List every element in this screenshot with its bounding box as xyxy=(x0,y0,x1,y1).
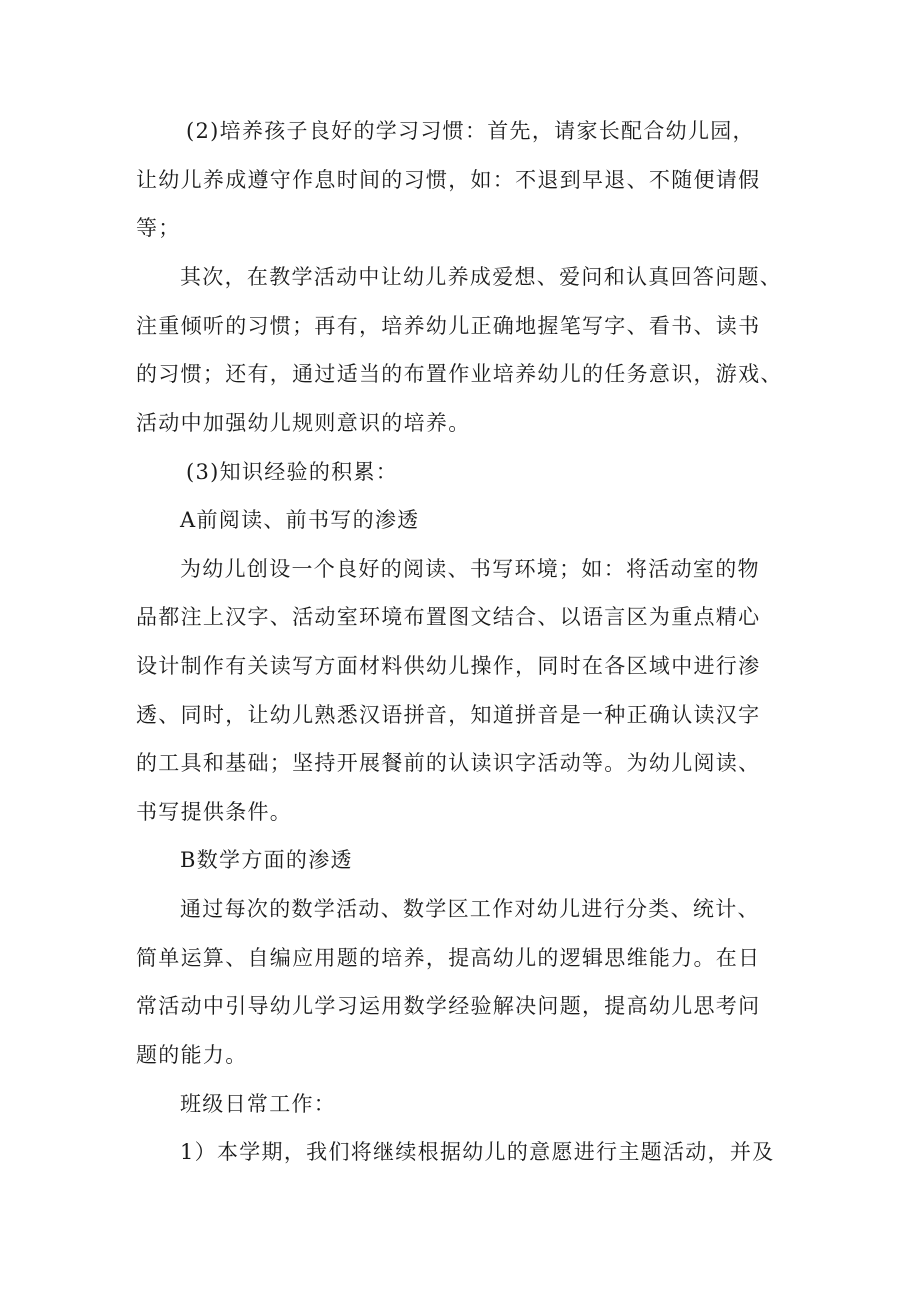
text-line: 题的能力。 xyxy=(136,1043,248,1067)
text-line: 简单运算、自编应用题的培养，提高幼儿的逻辑思维能力。在日 xyxy=(136,946,761,970)
text-line: A前阅读、前书写的渗透 xyxy=(180,508,420,532)
text-line: 透、同时，让幼儿熟悉汉语拼音，知道拼音是一种正确认读汉字 xyxy=(136,703,761,727)
text-line: 设计制作有关读写方面材料供幼儿操作，同时在各区域中进行渗 xyxy=(136,654,761,678)
text-line: 的习惯；还有，通过适当的布置作业培养幼儿的任务意识，游戏、 xyxy=(136,362,783,386)
text-line: 1）本学期，我们将继续根据幼儿的意愿进行主题活动，并及 xyxy=(180,1140,775,1164)
text-line: (2)培养孩子良好的学习习惯：首先，请家长配合幼儿园， xyxy=(186,119,755,143)
text-line: 注重倾听的习惯；再有，培养幼儿正确地握笔写字、看书、读书 xyxy=(136,314,761,338)
text-line: 书写提供条件。 xyxy=(136,800,293,824)
text-line: 让幼儿养成遵守作息时间的习惯，如：不退到早退、不随便请假 xyxy=(136,168,761,192)
text-line: 品都注上汉字、活动室环境布置图文结合、以语言区为重点精心 xyxy=(136,605,761,629)
text-line: B数学方面的渗透 xyxy=(180,848,353,872)
text-line: 通过每次的数学活动、数学区工作对幼儿进行分类、统计、 xyxy=(180,897,760,921)
text-line: 活动中加强幼儿规则意识的培养。 xyxy=(136,411,471,435)
text-line: 为幼儿创设一个良好的阅读、书写环境；如：将活动室的物 xyxy=(180,557,760,581)
text-line: 的工具和基础；坚持开展餐前的认读识字活动等。为幼儿阅读、 xyxy=(136,751,761,775)
text-line: 等； xyxy=(136,216,181,240)
text-line: (3)知识经验的积累： xyxy=(186,460,399,484)
text-line: 其次，在教学活动中让幼儿养成爱想、爱问和认真回答问题、 xyxy=(180,265,783,289)
text-line: 班级日常工作： xyxy=(180,1092,337,1116)
text-line: 常活动中引导幼儿学习运用数学经验解决问题，提高幼儿思考问 xyxy=(136,994,761,1018)
